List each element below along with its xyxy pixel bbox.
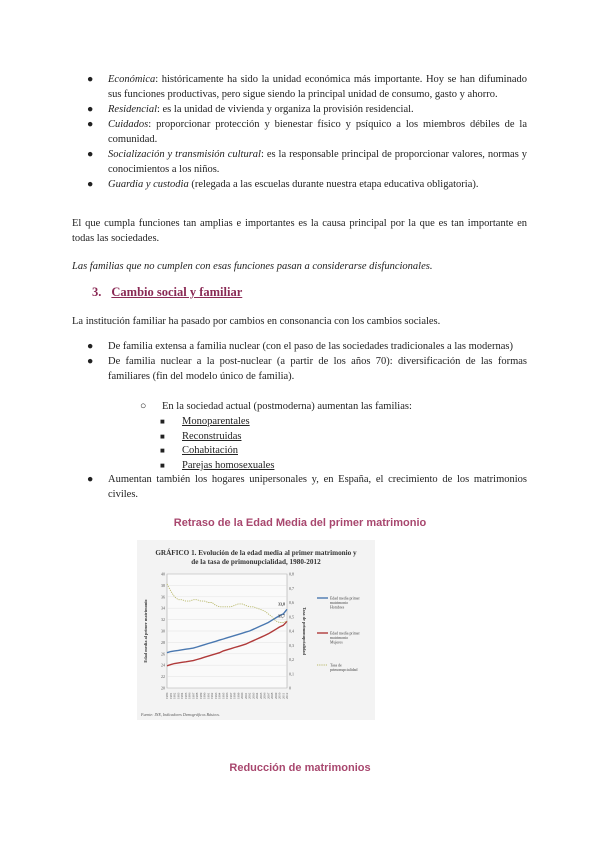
x-tick-label: 2011 [281, 692, 286, 699]
square-bullet-icon: ■ [160, 432, 165, 441]
x-tick-label: 1995 [221, 692, 226, 699]
x-tick-label: 1987 [191, 692, 196, 699]
x-tick-label: 2010 [277, 692, 282, 699]
x-tick-label: 1982 [172, 692, 177, 699]
x-tick-label: 1992 [210, 692, 214, 699]
list-item: ● De familia extensa a familia nuclear (con el paso de las sociedades tradicionales a las modernas) [87, 341, 513, 352]
paragraph: La institución familiar ha pasado por cambios en consonancia con los cambios sociales. [72, 316, 441, 327]
x-tick-label: 1988 [195, 692, 199, 699]
data-label: 33,8 [278, 601, 285, 607]
x-tick-label: 1986 [187, 692, 192, 699]
bullet-icon: ● [87, 149, 94, 160]
legend-label: Hombres [330, 605, 345, 610]
bullet-icon: ● [87, 119, 94, 130]
x-tick-label: 2006 [262, 692, 267, 699]
chart-legend [317, 597, 361, 673]
x-tick-label: 2012 [285, 692, 289, 699]
list-item: ● Aumentan también los hogares unipersonales y, en España, el crecimiento de los matrimonios civiles. [87, 474, 527, 500]
data-label: 31,7 [278, 613, 285, 619]
y-tick-label: 38 [161, 582, 165, 588]
bullet-icon: ● [87, 356, 94, 367]
bullet-icon: ● [87, 341, 94, 352]
x-tick-label: 2003 [251, 692, 256, 699]
y-tick-label: 32 [161, 617, 165, 623]
x-tick-label: 1999 [236, 692, 241, 699]
y-tick-label: 28 [161, 639, 165, 645]
x-tick-label: 1984 [180, 692, 184, 699]
x-tick-label: 2004 [255, 692, 259, 699]
y2-tick-label: 0,4 [289, 628, 294, 634]
figure-caption: Reducción de matrimonios [229, 762, 371, 774]
circle-bullet-icon: ○ [140, 401, 147, 412]
y-tick-label: 20 [161, 685, 165, 691]
x-tick-label: 1980 [165, 692, 169, 699]
y2-tick-label: 0,6 [289, 600, 294, 605]
bullet-icon: ● [87, 474, 94, 485]
x-tick-label: 2007 [266, 692, 271, 699]
list-item: ● Residencial: es la unidad de vivienda y organiza la provisión residencial. [87, 104, 414, 115]
legend-label: Mujeres [330, 640, 343, 645]
sub-list-item: ○ En la sociedad actual (postmoderna) aumentan las familias: [140, 401, 412, 412]
legend-label: primonupcialidad [330, 668, 358, 673]
section-heading: 3. Cambio social y familiar [92, 285, 243, 299]
chart-image [137, 540, 375, 720]
list-item: ● Guardia y custodia (relegada a las escuelas durante nuestra etapa educativa obligatoria). [87, 179, 479, 190]
list-item: ● Socialización y transmisión cultural: es la responsable principal de proporcionar valores, normas y conocimientos a los niños. [87, 149, 528, 175]
x-tick-label: 1993 [213, 692, 218, 699]
chart-title-line1: GRÁFICO 1. Evolución de la edad media al primer matrimonio y [155, 549, 357, 557]
functions-list [72, 72, 527, 192]
paragraph: El que cumpla funciones tan amplias e importantes es la causa principal por la que es tan importante en todas las sociedades. [72, 218, 527, 244]
y-tick-label: 36 [161, 594, 165, 600]
x-tick-label: 1985 [183, 692, 188, 699]
y2-tick-label: 0,1 [289, 671, 294, 677]
x-tick-label: 1983 [176, 692, 181, 699]
x-tick-label: 1994 [217, 692, 222, 699]
x-tick-label: 2000 [240, 692, 244, 699]
y2-axis-label: Tasa de primonupcialidad [302, 607, 307, 655]
x-tick-label: 1990 [202, 692, 207, 699]
list-item: ● Cuidados: proporcionar protección y bienestar físico y psíquico a los miembros débiles de la comunidad. [87, 119, 527, 145]
square-bullet-icon: ■ [160, 417, 165, 426]
extra-list [72, 472, 527, 502]
legend-label: Tasa de [330, 663, 342, 668]
bullet-icon: ● [87, 74, 94, 85]
legend-label: Edad media primer [330, 631, 360, 636]
x-tick-label: 1996 [225, 692, 229, 699]
y-tick-label: 34 [161, 605, 165, 611]
y-tick-label: 30 [161, 628, 165, 634]
figure-caption: Retraso de la Edad Media del primer matrimonio [173, 517, 427, 529]
y2-tick-label: 0 [289, 685, 291, 691]
chart-svg [137, 540, 375, 720]
bullet-icon: ● [87, 104, 94, 115]
x-tick-label: 1998 [232, 692, 237, 699]
chart-grid [167, 574, 287, 688]
list-item: ● Económica: históricamente ha sido la unidad económica más importante. Hoy se han difuminado sus funciones productivas, pero sigue siendo la principal unidad de consumo, gasto y ahorro. [87, 74, 527, 100]
x-tick-label: 2009 [273, 692, 278, 699]
changes-list [72, 339, 527, 384]
y-tick-label: 22 [161, 674, 165, 680]
legend-label: matrimonio [330, 601, 349, 606]
chart-source: Fuente: INE, Indicadores Demográficos Básicos. [141, 712, 220, 717]
list-item: ■ Monoparentales [160, 416, 250, 427]
y2-tick-label: 0,2 [289, 657, 294, 662]
x-tick-label: 1997 [228, 692, 233, 699]
square-bullet-icon: ■ [160, 461, 165, 470]
y2-tick-label: 0,7 [289, 585, 294, 591]
y-tick-label: 24 [161, 662, 165, 668]
legend-label: matrimonio [330, 636, 349, 641]
x-tick-label: 2002 [247, 692, 252, 699]
list-item: ■ Parejas homosexuales [160, 460, 275, 471]
y2-tick-label: 0,3 [289, 642, 294, 648]
x-tick-label: 2008 [270, 692, 274, 699]
y2-tick-label: 0,5 [289, 614, 294, 620]
x-tick-label: 2005 [258, 692, 263, 699]
legend-label: Edad media primer [330, 596, 360, 601]
bullet-icon: ● [87, 179, 94, 190]
y-tick-label: 40 [161, 571, 165, 577]
x-tick-label: 1991 [206, 692, 211, 699]
x-tick-label: 1989 [198, 692, 203, 699]
y2-tick-label: 0,8 [289, 571, 294, 577]
chart-title-line2: de la tasa de primonupcialidad, 1980-2012 [191, 558, 321, 566]
y-tick-label: 26 [161, 651, 165, 657]
list-item: ■ Reconstruidas [160, 431, 242, 442]
y-axis-label: Edad media al primer matrimonio [143, 599, 148, 663]
list-item: ■ Cohabitación [160, 445, 238, 456]
square-bullet-icon: ■ [160, 446, 165, 455]
paragraph-italic: Las familias que no cumplen con esas funciones pasan a considerarse disfuncionales. [72, 261, 433, 272]
list-item: ● De familia nuclear a la post-nuclear (a partir de los años 70): diversificación de las formas familiares (fin del modelo único de familia). [87, 356, 527, 382]
x-tick-label: 1981 [168, 692, 173, 699]
x-tick-label: 2001 [243, 692, 248, 699]
